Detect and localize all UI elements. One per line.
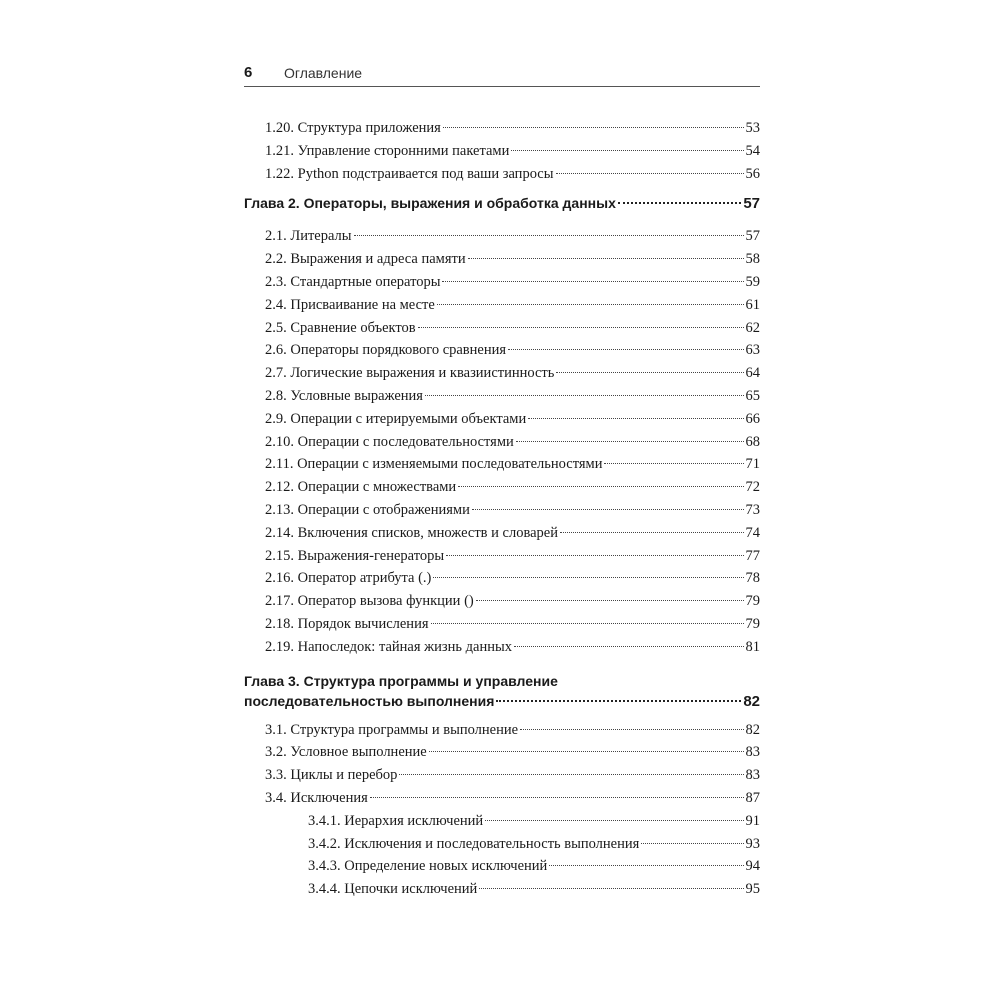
toc-entry-page: 57	[745, 228, 760, 245]
toc-subentry-label: 3.4.3. Определение новых исключений	[308, 858, 548, 875]
toc-entry[interactable]	[244, 764, 760, 787]
toc-entry-page: 59	[745, 273, 760, 290]
toc-entry-page: 79	[745, 593, 760, 610]
toc-entry-label: 1.22. Python подстраивается под ваши запросы	[265, 165, 554, 182]
dot-leader	[560, 531, 744, 533]
dot-leader	[641, 842, 743, 844]
toc-subentry[interactable]	[244, 833, 760, 856]
toc-subentry-label: 3.4.4. Цепочки исключений	[308, 881, 478, 898]
toc-entry-page: 63	[745, 342, 760, 359]
toc-entry-label: 3.4. Исключения	[265, 789, 368, 806]
toc-entry[interactable]	[244, 225, 760, 248]
toc-entry-page: 82	[745, 721, 760, 738]
chapter-page: 82	[743, 692, 760, 710]
toc-entry-page: 66	[745, 410, 760, 427]
toc-entry-page: 61	[745, 296, 760, 313]
table-of-contents	[244, 117, 760, 901]
toc-entry-page: 68	[745, 433, 760, 450]
toc-entry[interactable]	[244, 719, 760, 742]
dot-leader	[399, 773, 743, 775]
dot-leader	[479, 887, 743, 889]
toc-entry-page: 72	[745, 479, 760, 496]
toc-subentry[interactable]	[244, 878, 760, 901]
toc-entry-page: 56	[745, 165, 760, 182]
toc-entry[interactable]	[244, 567, 760, 590]
dot-leader	[556, 371, 743, 373]
toc-entry-page: 73	[745, 501, 760, 518]
page-number: 6	[244, 64, 253, 81]
running-head	[244, 64, 760, 86]
toc-entry[interactable]	[244, 339, 760, 362]
toc-entry[interactable]	[244, 385, 760, 408]
toc-entry[interactable]	[244, 317, 760, 340]
toc-entry-page: 83	[745, 744, 760, 761]
toc-entry-label: 2.14. Включения списков, множеств и словарей	[265, 524, 558, 541]
dot-leader	[516, 440, 744, 442]
dot-leader	[549, 864, 743, 866]
toc-subentry-page: 91	[745, 812, 760, 829]
dot-leader	[370, 796, 744, 798]
dot-leader	[496, 699, 741, 702]
toc-entry-page: 79	[745, 615, 760, 632]
toc-entry-label: 2.5. Сравнение объектов	[265, 319, 416, 336]
toc-entry-label: 2.18. Порядок вычисления	[265, 615, 429, 632]
toc-subentry[interactable]	[244, 810, 760, 833]
chapter-heading[interactable]	[244, 671, 760, 711]
dot-leader	[514, 645, 744, 647]
dot-leader	[468, 257, 744, 259]
toc-entry-label: 2.17. Оператор вызова функции ()	[265, 593, 474, 610]
toc-entry[interactable]	[244, 741, 760, 764]
dot-leader	[429, 750, 744, 752]
toc-entry-label: 2.1. Литералы	[265, 228, 352, 245]
toc-entry-page: 78	[745, 570, 760, 587]
toc-entry-label: 2.13. Операции с отображениями	[265, 501, 470, 518]
toc-entry-label: 2.2. Выражения и адреса памяти	[265, 251, 466, 268]
toc-entry-page: 58	[745, 251, 760, 268]
toc-subentry[interactable]	[244, 855, 760, 878]
toc-entry-label: 1.21. Управление сторонними пакетами	[265, 142, 510, 159]
dot-leader	[458, 485, 743, 487]
toc-entry[interactable]	[244, 787, 760, 810]
chapter-title-line1: Глава 3. Структура программы и управление	[244, 672, 558, 689]
dot-leader	[604, 462, 743, 464]
chapter-title: Глава 2. Операторы, выражения и обработка данных	[244, 195, 616, 212]
running-head-title: Оглавление	[284, 65, 363, 81]
toc-subentry-label: 3.4.2. Исключения и последовательность выполнения	[308, 835, 640, 852]
dot-leader	[485, 819, 743, 821]
toc-subentry-page: 93	[745, 835, 760, 852]
toc-entry-label: 2.6. Операторы порядкового сравнения	[265, 342, 507, 359]
toc-entry-label: 2.8. Условные выражения	[265, 387, 423, 404]
dot-leader	[431, 622, 744, 624]
toc-entry-label: 2.9. Операции с итерируемыми объектами	[265, 410, 527, 427]
toc-entry-label: 2.11. Операции с изменяемыми последовательностями	[265, 456, 603, 473]
toc-entry[interactable]	[244, 522, 760, 545]
toc-entry-label: 2.16. Оператор атрибута (.)	[265, 570, 432, 587]
toc-entry[interactable]	[244, 408, 760, 431]
toc-entry[interactable]	[244, 590, 760, 613]
toc-entry-page: 64	[745, 365, 760, 382]
toc-entry[interactable]	[244, 431, 760, 454]
dot-leader	[556, 172, 744, 174]
toc-entry[interactable]	[244, 636, 760, 659]
toc-entry-page: 54	[745, 142, 760, 159]
toc-entry-page: 81	[745, 638, 760, 655]
chapter-heading[interactable]	[244, 193, 760, 217]
toc-entry-page: 74	[745, 524, 760, 541]
toc-entry-page: 62	[745, 319, 760, 336]
dot-leader	[418, 326, 744, 328]
dot-leader	[511, 149, 743, 151]
toc-entry-page: 77	[745, 547, 760, 564]
toc-subentry-label: 3.4.1. Иерархия исключений	[308, 812, 484, 829]
toc-entry[interactable]	[244, 140, 760, 163]
dot-leader	[442, 280, 743, 282]
toc-entry-label: 3.3. Циклы и перебор	[265, 767, 398, 784]
toc-entry-label: 2.4. Присваивание на месте	[265, 296, 435, 313]
toc-entry[interactable]	[244, 362, 760, 385]
toc-subentry-page: 94	[745, 858, 760, 875]
chapter-title-line2: последовательностью выполнения	[244, 692, 495, 709]
dot-leader	[476, 599, 744, 601]
toc-entry[interactable]	[244, 248, 760, 271]
toc-entry-page: 83	[745, 767, 760, 784]
toc-entry-label: 3.1. Структура программы и выполнение	[265, 721, 519, 738]
toc-entry[interactable]	[244, 545, 760, 568]
chapter-page: 57	[743, 195, 760, 213]
dot-leader	[433, 576, 743, 578]
toc-entry-page: 87	[745, 789, 760, 806]
toc-entry[interactable]	[244, 271, 760, 294]
dot-leader	[618, 201, 741, 204]
toc-entry[interactable]	[244, 476, 760, 499]
dot-leader	[446, 554, 743, 556]
dot-leader	[425, 394, 744, 396]
toc-entry-label: 1.20. Структура приложения	[265, 120, 441, 136]
header-rule	[244, 86, 760, 87]
toc-entry-page: 65	[745, 387, 760, 404]
toc-entry[interactable]	[244, 613, 760, 636]
toc-entry-label: 2.3. Стандартные операторы	[265, 273, 441, 290]
toc-entry[interactable]	[244, 117, 760, 140]
dot-leader	[443, 126, 744, 128]
toc-entry-label: 2.7. Логические выражения и квазиистинность	[265, 365, 555, 382]
dot-leader	[437, 303, 744, 305]
toc-entry[interactable]	[244, 294, 760, 317]
toc-entry-label: 3.2. Условное выполнение	[265, 744, 427, 761]
toc-entry[interactable]	[244, 453, 760, 476]
toc-entry-label: 2.10. Операции с последовательностями	[265, 433, 514, 450]
dot-leader	[528, 417, 743, 419]
toc-entry[interactable]	[244, 499, 760, 522]
dot-leader	[354, 234, 744, 236]
toc-entry[interactable]	[244, 163, 760, 186]
toc-entry-label: 2.12. Операции с множествами	[265, 479, 457, 496]
toc-entry-page: 71	[745, 456, 760, 473]
dot-leader	[508, 348, 743, 350]
dot-leader	[520, 728, 743, 730]
toc-subentry-page: 95	[745, 881, 760, 898]
toc-entry-page: 53	[745, 120, 760, 136]
toc-entry-label: 2.19. Напоследок: тайная жизнь данных	[265, 638, 512, 655]
toc-entry-label: 2.15. Выражения-генераторы	[265, 547, 445, 564]
dot-leader	[472, 508, 744, 510]
